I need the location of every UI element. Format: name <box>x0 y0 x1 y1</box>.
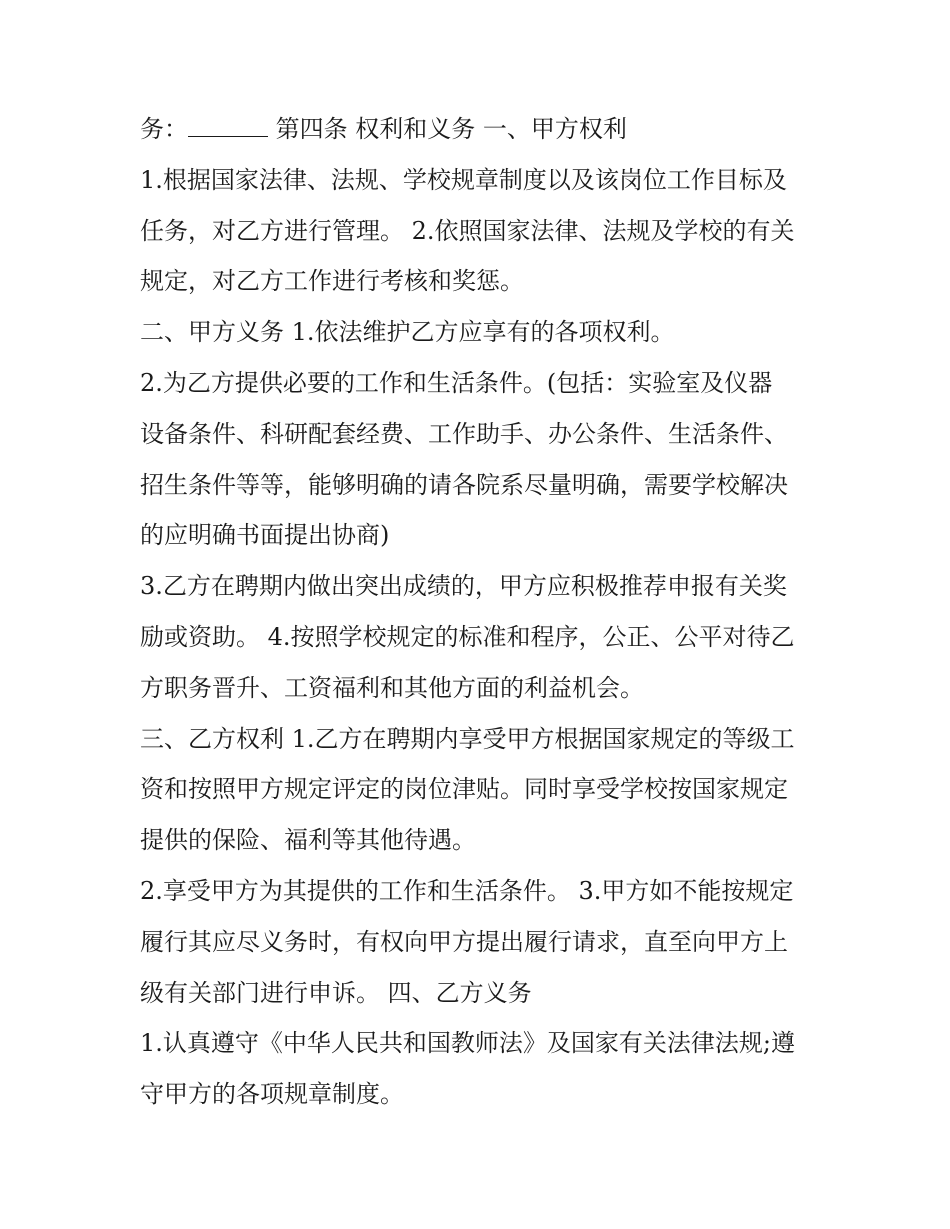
text-line: 履行其应尽义务时，有权向甲方提出履行请求，直至向甲方上 <box>140 927 788 956</box>
text-line: 2.享受甲方为其提供的工作和生活条件。 3.甲方如不能按规定 <box>140 876 794 905</box>
text-line: 1.认真遵守《中华人民共和国教师法》及国家有关法律法规;遵 <box>140 1029 795 1058</box>
text-line: 级有关部门进行申诉。 四、乙方义务 <box>140 978 532 1007</box>
text-line: 方职务晋升、工资福利和其他方面的利益机会。 <box>140 673 644 702</box>
text-line: 守甲方的各项规章制度。 <box>140 1080 404 1109</box>
text-line: 招生条件等等，能够明确的请各院系尽量明确，需要学校解决 <box>140 470 788 499</box>
text-line: 任务，对乙方进行管理。 2.依照国家法律、法规及学校的有关 <box>140 216 795 245</box>
text-line: 的应明确书面提出协商) <box>140 521 390 550</box>
text-line: 资和按照甲方规定评定的岗位津贴。同时享受学校按国家规定 <box>140 775 788 804</box>
text-line: 三、乙方权利 1.乙方在聘期内享受甲方根据国家规定的等级工 <box>140 724 795 753</box>
text-line: 提供的保险、福利等其他待遇。 <box>140 826 476 855</box>
line-prefix: 务： <box>140 115 188 143</box>
document-body <box>140 104 820 1120</box>
text-line: 3.乙方在聘期内做出突出成绩的，甲方应积极推荐申报有关奖 <box>140 572 787 601</box>
text-line: 二、甲方义务 1.依法维护乙方应享有的各项权利。 <box>140 318 675 347</box>
text-line: 励或资助。 4.按照学校规定的标准和程序，公正、公平对待乙 <box>140 622 795 651</box>
line-suffix: 第四条 权利和义务 一、甲方权利 <box>268 115 627 143</box>
text-line: 设备条件、科研配套经费、工作助手、办公条件、生活条件、 <box>140 419 788 448</box>
text-line: 2.为乙方提供必要的工作和生活条件。(包括：实验室及仪器 <box>140 368 773 397</box>
text-line: 规定，对乙方工作进行考核和奖惩。 <box>140 267 524 296</box>
text-line-0 <box>140 104 820 155</box>
fill-in-blank <box>188 116 268 137</box>
text-line: 1.根据国家法律、法规、学校规章制度以及该岗位工作目标及 <box>140 165 787 194</box>
